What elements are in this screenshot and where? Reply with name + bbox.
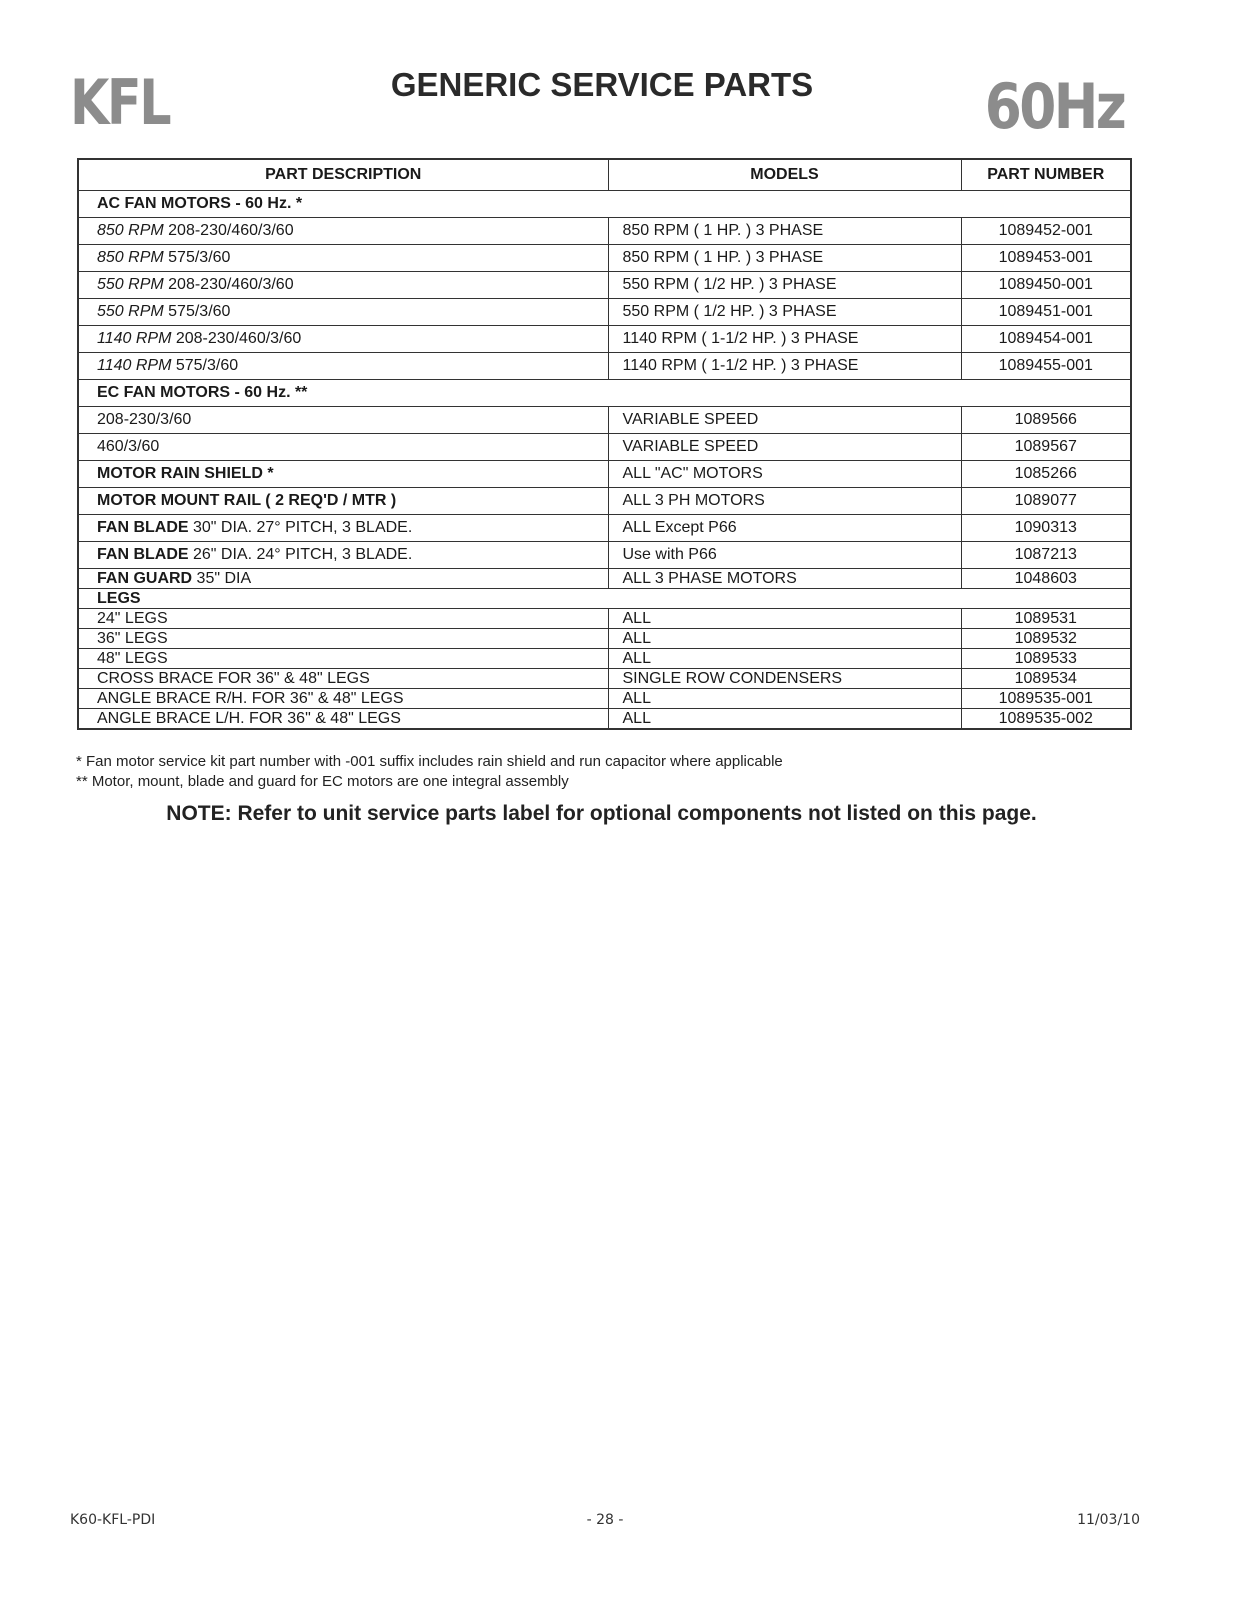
part-model: ALL 3 PHASE MOTORS <box>608 569 961 589</box>
service-parts-table <box>77 158 1132 730</box>
section-title: EC FAN MOTORS - 60 Hz. ** <box>78 380 1131 407</box>
part-number: 1089455-001 <box>961 353 1131 380</box>
section-row <box>78 380 1131 407</box>
footnotes <box>76 752 783 792</box>
part-model: 1140 RPM ( 1-1/2 HP. ) 3 PHASE <box>608 353 961 380</box>
section-title: LEGS <box>78 589 1131 609</box>
part-number: 1089566 <box>961 407 1131 434</box>
part-description: 550 RPM 208-230/460/3/60 <box>78 272 608 299</box>
section-row <box>78 589 1131 609</box>
table-row <box>78 649 1131 669</box>
column-header: PART NUMBER <box>961 159 1131 191</box>
part-number: 1089535-002 <box>961 709 1131 730</box>
part-model: VARIABLE SPEED <box>608 407 961 434</box>
page-title: GENERIC SERVICE PARTS <box>390 66 814 103</box>
part-model: ALL <box>608 649 961 669</box>
footer-doc-code: K60-KFL-PDI <box>70 1512 156 1528</box>
part-description: 48" LEGS <box>78 649 608 669</box>
section-row <box>78 191 1131 218</box>
table-row <box>78 569 1131 589</box>
part-number: 1089532 <box>961 629 1131 649</box>
table-row <box>78 709 1131 730</box>
part-description: CROSS BRACE FOR 36" & 48" LEGS <box>78 669 608 689</box>
table-row <box>78 515 1131 542</box>
part-number: 1087213 <box>961 542 1131 569</box>
part-number: 1089452-001 <box>961 218 1131 245</box>
table-header-row <box>78 159 1131 191</box>
part-model: 850 RPM ( 1 HP. ) 3 PHASE <box>608 218 961 245</box>
table-row <box>78 407 1131 434</box>
table-row <box>78 609 1131 629</box>
part-description: 1140 RPM 575/3/60 <box>78 353 608 380</box>
table-row <box>78 629 1131 649</box>
part-model: 850 RPM ( 1 HP. ) 3 PHASE <box>608 245 961 272</box>
part-description: FAN BLADE 26" DIA. 24° PITCH, 3 BLADE. <box>78 542 608 569</box>
part-number: 1089077 <box>961 488 1131 515</box>
part-description: ANGLE BRACE L/H. FOR 36" & 48" LEGS <box>78 709 608 730</box>
part-description: MOTOR RAIN SHIELD * <box>78 461 608 488</box>
part-model: SINGLE ROW CONDENSERS <box>608 669 961 689</box>
part-description: 24" LEGS <box>78 609 608 629</box>
part-description: 36" LEGS <box>78 629 608 649</box>
part-model: ALL <box>608 709 961 730</box>
part-model: ALL <box>608 629 961 649</box>
table-row <box>78 542 1131 569</box>
part-description: 1140 RPM 208-230/460/3/60 <box>78 326 608 353</box>
table-row <box>78 689 1131 709</box>
footnote-ac: * Fan motor service kit part number with -001 suffix includes rain shield and run capacitor where applicable <box>76 753 783 770</box>
table-row <box>78 353 1131 380</box>
part-number: 1089533 <box>961 649 1131 669</box>
part-number: 1089567 <box>961 434 1131 461</box>
table-row <box>78 272 1131 299</box>
part-description: 850 RPM 575/3/60 <box>78 245 608 272</box>
table-row <box>78 245 1131 272</box>
table-row <box>78 434 1131 461</box>
part-number: 1090313 <box>961 515 1131 542</box>
footnote-ec: ** Motor, mount, blade and guard for EC motors are one integral assembly <box>76 773 569 790</box>
part-description: FAN GUARD 35" DIA <box>78 569 608 589</box>
part-number: 1089534 <box>961 669 1131 689</box>
part-number: 1089535-001 <box>961 689 1131 709</box>
table-row <box>78 218 1131 245</box>
column-header: MODELS <box>608 159 961 191</box>
part-model: ALL 3 PH MOTORS <box>608 488 961 515</box>
part-model: Use with P66 <box>608 542 961 569</box>
part-model: ALL <box>608 609 961 629</box>
main-note: NOTE: Refer to unit service parts label for optional components not listed on this page. <box>166 802 1037 825</box>
table-row <box>78 669 1131 689</box>
part-model: 1140 RPM ( 1-1/2 HP. ) 3 PHASE <box>608 326 961 353</box>
table-row <box>78 326 1131 353</box>
part-model: ALL Except P66 <box>608 515 961 542</box>
part-description: FAN BLADE 30" DIA. 27° PITCH, 3 BLADE. <box>78 515 608 542</box>
60hz-logo: 60Hz <box>984 70 1124 143</box>
part-number: 1089453-001 <box>961 245 1131 272</box>
part-description: 850 RPM 208-230/460/3/60 <box>78 218 608 245</box>
part-description: MOTOR MOUNT RAIL ( 2 REQ'D / MTR ) <box>78 488 608 515</box>
footer-date: 11/03/10 <box>1077 1512 1140 1528</box>
table-row <box>78 488 1131 515</box>
part-description: 460/3/60 <box>78 434 608 461</box>
part-number: 1089454-001 <box>961 326 1131 353</box>
part-model: ALL <box>608 689 961 709</box>
part-number: 1089451-001 <box>961 299 1131 326</box>
part-description: 208-230/3/60 <box>78 407 608 434</box>
part-model: ALL "AC" MOTORS <box>608 461 961 488</box>
part-model: 550 RPM ( 1/2 HP. ) 3 PHASE <box>608 299 961 326</box>
table-row <box>78 299 1131 326</box>
part-number: 1089531 <box>961 609 1131 629</box>
table-row <box>78 461 1131 488</box>
part-model: 550 RPM ( 1/2 HP. ) 3 PHASE <box>608 272 961 299</box>
column-header: PART DESCRIPTION <box>78 159 608 191</box>
section-title: AC FAN MOTORS - 60 Hz. * <box>78 191 1131 218</box>
part-description: ANGLE BRACE R/H. FOR 36" & 48" LEGS <box>78 689 608 709</box>
part-number: 1048603 <box>961 569 1131 589</box>
part-number: 1089450-001 <box>961 272 1131 299</box>
kfl-logo: KFL <box>70 66 170 139</box>
part-number: 1085266 <box>961 461 1131 488</box>
footer-page-number: - 28 - <box>586 1512 624 1528</box>
part-model: VARIABLE SPEED <box>608 434 961 461</box>
part-description: 550 RPM 575/3/60 <box>78 299 608 326</box>
